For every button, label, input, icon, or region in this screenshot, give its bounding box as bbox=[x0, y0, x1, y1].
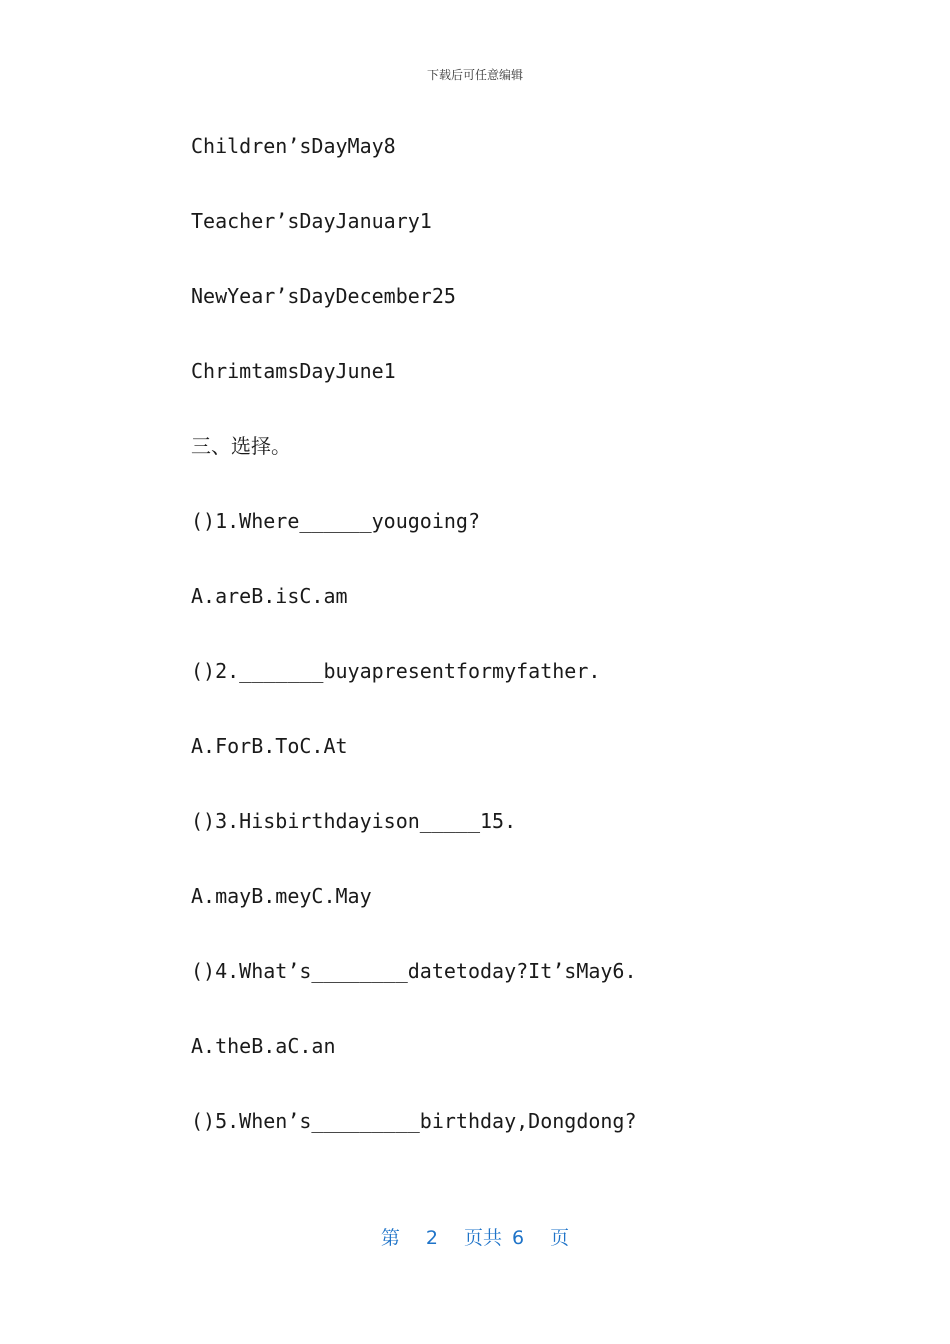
question-2: ()2._______buyapresentformyfather. bbox=[191, 659, 601, 683]
section-heading-choice: 三、选择。 bbox=[191, 434, 291, 458]
question-1: ()1.Where______yougoing? bbox=[191, 509, 480, 533]
footer-current-page: 2 bbox=[425, 1227, 438, 1249]
question-4-options: A.theB.aC.an bbox=[191, 1034, 336, 1058]
fill-blank-item-christmas-day: ChrimtamsDayJune1 bbox=[191, 359, 396, 383]
question-5: ()5.When’s_________birthday,Dongdong? bbox=[191, 1109, 637, 1133]
page-footer bbox=[0, 1224, 950, 1252]
document-body bbox=[191, 128, 871, 1178]
footer-suffix: 页 bbox=[550, 1227, 570, 1249]
question-4: ()4.What’s________datetoday?It’sMay6. bbox=[191, 959, 637, 983]
fill-blank-item-teachers-day: Teacher’sDayJanuary1 bbox=[191, 209, 432, 233]
footer-middle: 页共 bbox=[463, 1227, 502, 1249]
question-1-options: A.areB.isC.am bbox=[191, 584, 348, 608]
fill-blank-item-new-years-day: NewYear’sDayDecember25 bbox=[191, 284, 456, 308]
footer-total-pages: 6 bbox=[512, 1227, 525, 1249]
fill-blank-item-childrens-day: Children’sDayMay8 bbox=[191, 134, 396, 158]
footer-prefix: 第 bbox=[380, 1227, 400, 1249]
question-3-options: A.mayB.meyC.May bbox=[191, 884, 372, 908]
question-3: ()3.Hisbirthdayison_____15. bbox=[191, 809, 517, 833]
question-2-options: A.ForB.ToC.At bbox=[191, 734, 348, 758]
page-header: 下载后可任意编辑 bbox=[426, 68, 523, 82]
